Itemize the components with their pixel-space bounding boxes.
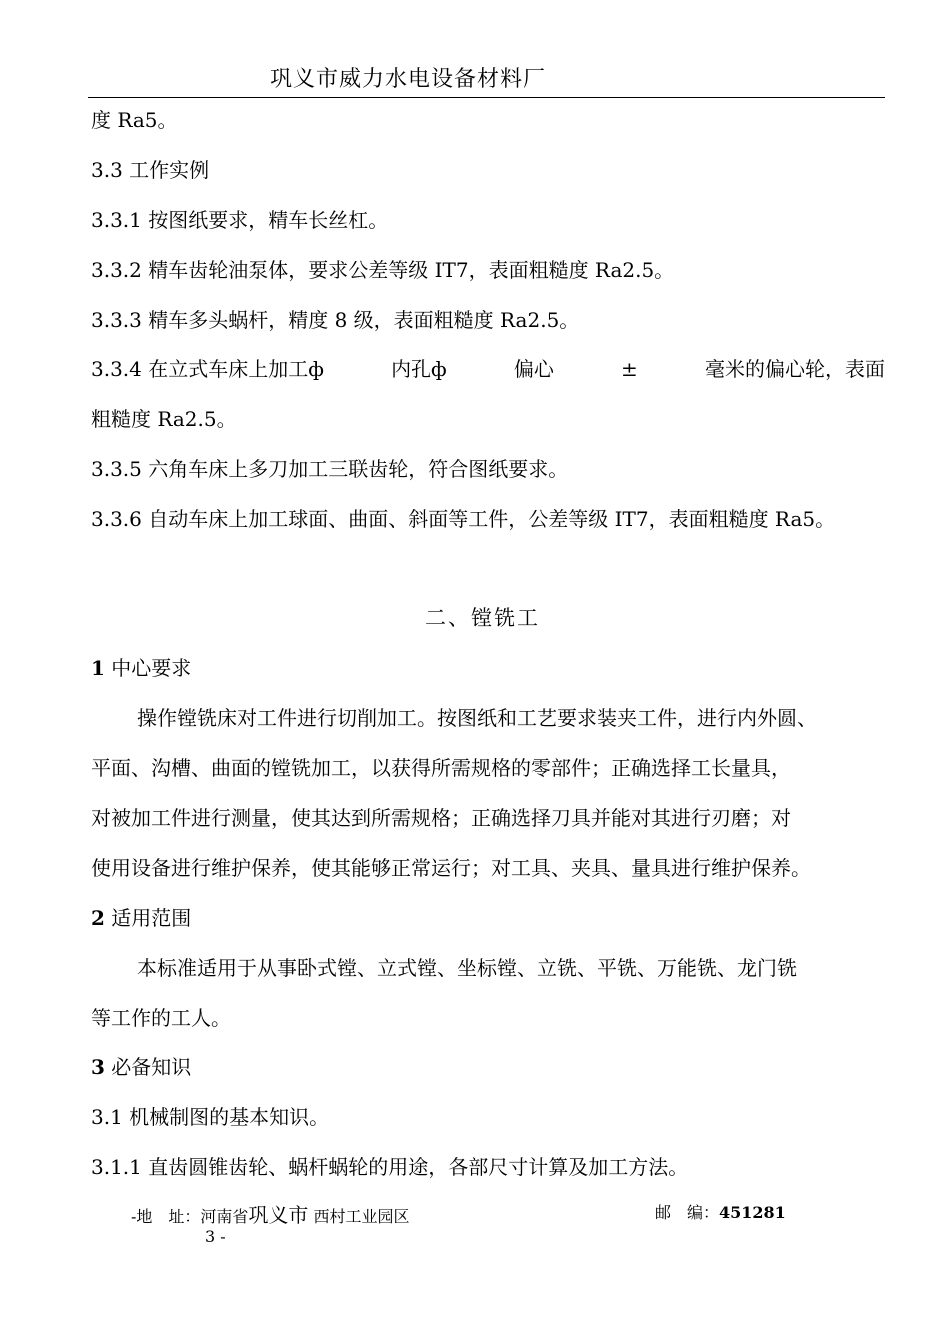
paragraph-line: 本标准适用于从事卧式镗、立式镗、坐标镗、立铣、平铣、万能铣、龙门铣 xyxy=(137,956,797,980)
section-heading-text: 必备知识 xyxy=(111,1055,192,1079)
text-line: 3.3.5 六角车床上多刀加工三联齿轮，符合图纸要求。 xyxy=(91,457,569,481)
header-rule xyxy=(88,97,885,98)
text-line: 3.3.1 按图纸要求，精车长丝杠。 xyxy=(91,208,389,232)
footer-address-rest: 西村工业园区 xyxy=(313,1207,410,1226)
subsection-heading: 3.3 工作实例 xyxy=(91,158,210,182)
section-number: 3 xyxy=(91,1055,105,1079)
text-line: 3.3.3 精车多头蜗杆，精度 8 级，表面粗糙度 Ra2.5。 xyxy=(91,308,580,332)
text-line-justified xyxy=(91,355,885,383)
section-title: 二、镗铣工 xyxy=(425,606,540,630)
footer-address-city: 巩义市 xyxy=(248,1203,309,1227)
footer-address xyxy=(131,1199,410,1228)
text-fragment: 偏心 xyxy=(513,357,554,381)
paragraph-line: 操作镗铣床对工件进行切削加工。按图纸和工艺要求装夹工件，进行内外圆、 xyxy=(137,706,817,730)
text-fragment: 内孔ф xyxy=(391,357,447,381)
text-line: 3.3.6 自动车床上加工球面、曲面、斜面等工件，公差等级 IT7，表面粗糙度 Ra5。 xyxy=(91,507,836,531)
text-line: 粗糙度 Ra2.5。 xyxy=(91,407,237,431)
section-number: 2 xyxy=(91,906,105,930)
text-fragment: 毫米的偏心轮，表面 xyxy=(704,357,885,381)
paragraph-line: 平面、沟槽、曲面的镗铣加工，以获得所需规格的零部件；正确选择工长量具， xyxy=(91,756,791,780)
footer-postcode-value: 451281 xyxy=(719,1203,786,1222)
paragraph-line: 等工作的工人。 xyxy=(91,1006,231,1030)
section-heading-text: 适用范围 xyxy=(111,906,192,930)
page-header-company: 巩义市威力水电设备材料厂 xyxy=(270,67,547,92)
text-line: 3.3.2 精车齿轮油泵体，要求公差等级 IT7，表面粗糙度 Ra2.5。 xyxy=(91,258,675,282)
text-line: 度 Ra5。 xyxy=(91,108,178,132)
footer-postcode-label: 邮 编： xyxy=(655,1203,720,1222)
text-fragment: ± xyxy=(621,357,638,381)
text-fragment: 3.3.4 在立式车床上加工ф xyxy=(91,357,324,381)
section-heading-text: 中心要求 xyxy=(111,656,192,680)
page-number: 3 - xyxy=(205,1227,226,1246)
footer-address-label: -地 址：河南省 xyxy=(131,1207,249,1226)
section-heading xyxy=(91,1053,191,1081)
footer-postcode xyxy=(655,1200,786,1223)
section-heading xyxy=(91,904,191,932)
paragraph-line: 使用设备进行维护保养，使其能够正常运行；对工具、夹具、量具进行维护保养。 xyxy=(91,856,811,880)
paragraph-line: 对被加工件进行测量，使其达到所需规格；正确选择刀具并能对其进行刃磨；对 xyxy=(91,806,791,830)
paragraph-line: 3.1 机械制图的基本知识。 xyxy=(91,1105,330,1129)
section-number: 1 xyxy=(91,656,105,680)
paragraph-line: 3.1.1 直齿圆锥齿轮、蜗杆蜗轮的用途，各部尺寸计算及加工方法。 xyxy=(91,1155,689,1179)
section-heading xyxy=(91,654,191,682)
